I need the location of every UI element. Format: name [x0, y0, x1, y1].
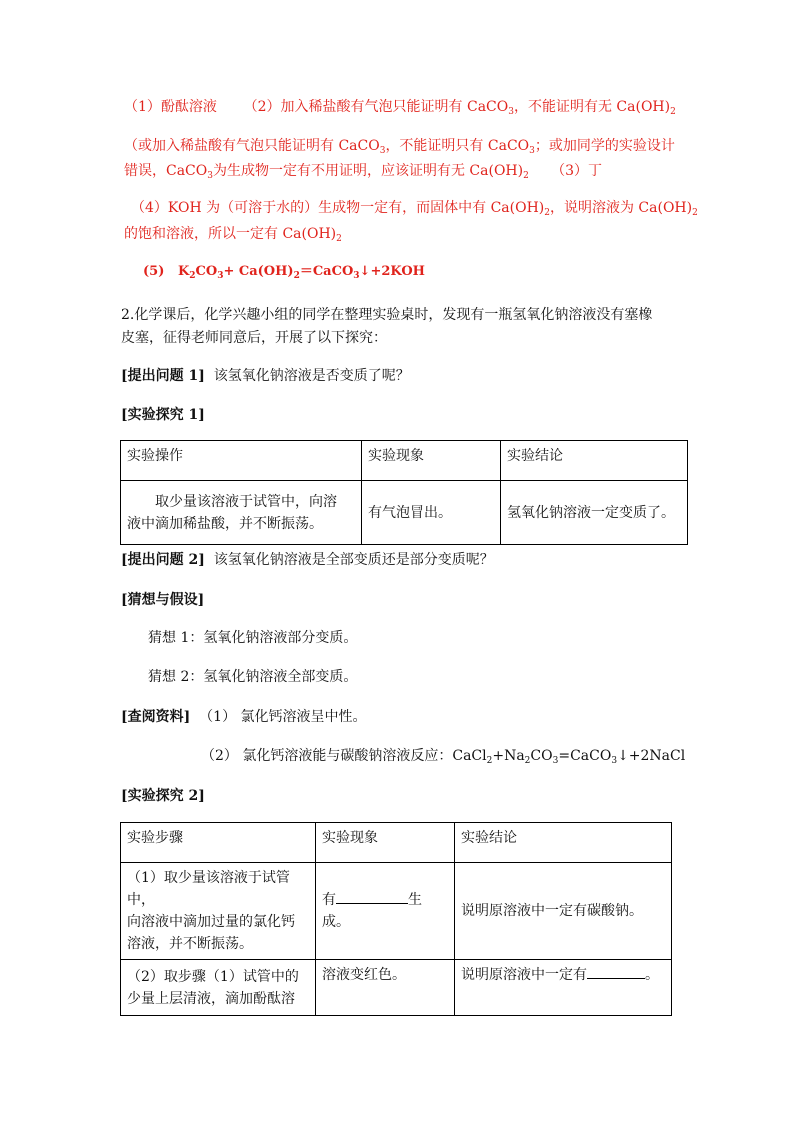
cell-text-line: 溶液，并不断振荡。 — [127, 936, 253, 952]
question-2-text: 该氢氧化钠溶液是全部变质还是部分变质呢？ — [213, 552, 494, 568]
table-cell — [455, 960, 672, 1016]
table-cell — [121, 960, 316, 1016]
answer-line-5 — [124, 224, 342, 244]
table-row — [121, 481, 688, 545]
answer-2-text: （2）加入稀盐酸有气泡只能证明有 CaCO — [243, 99, 509, 115]
table-header-cell: 实验操作 — [121, 441, 362, 481]
subscript: 3 — [552, 756, 559, 766]
equation-part: ＝CaCO — [299, 264, 354, 279]
subscript: 2 — [524, 756, 531, 766]
answer-alt-text: （或加入稀盐酸有气泡只能证明有 CaCO — [124, 138, 380, 154]
subscript: 3 — [207, 171, 213, 181]
answer-2-text-cont: ，不能证明有无 Ca(OH) — [513, 99, 671, 115]
cell-text-line: （1）取少量该溶液于试管中， — [127, 870, 290, 908]
answer-line-2 — [124, 136, 675, 156]
cell-text-line: （2）取步骤（1）试管中的 — [127, 968, 299, 985]
subscript: 3 — [379, 146, 386, 156]
question-intro-line-1: 2.化学课后，化学兴趣小组的同学在整理实验桌时，发现有一瓶氢氧化钠溶液没有塞橡 — [121, 307, 653, 323]
answer-1-text: （1）酚酞溶液 — [124, 99, 217, 115]
table-cell — [121, 481, 362, 545]
cell-text-line: 少量上层清液，滴加酚酞溶 — [127, 990, 295, 1007]
answer-alt-text-cont: 为生成物一定有不用证明，应该证明有无 Ca(OH) — [212, 163, 524, 179]
table-header-cell: 实验步骤 — [121, 823, 316, 863]
question-2-label: [提出问题 2] — [121, 552, 205, 568]
question-2-line — [121, 550, 494, 570]
table-header-cell: 实验现象 — [316, 823, 455, 863]
answer-line-6 — [143, 262, 425, 282]
reference-line-2 — [201, 746, 685, 766]
table-cell: 氢氧化钠溶液一定变质了。 — [501, 481, 688, 545]
table-cell — [316, 863, 455, 960]
subscript: 3 — [508, 107, 514, 117]
answer-line-3 — [124, 161, 602, 181]
table-row — [121, 960, 672, 1016]
guess-label: [猜想与假设] — [121, 592, 205, 608]
equation-part: K — [177, 264, 190, 279]
subscript: 3 — [217, 271, 224, 281]
cell-text: 说明原溶液中一定有 — [461, 967, 587, 983]
cell-text: 生成。 — [322, 892, 422, 930]
answer-4-text-cont: ，说明溶液为 Ca(OH) — [549, 200, 693, 216]
experiment-2-label: [实验探究 2] — [121, 788, 205, 804]
cell-text: 有 — [322, 892, 336, 908]
subscript: 2 — [293, 271, 300, 281]
answer-line-4 — [131, 198, 698, 218]
question-1-text: 该氢氧化钠溶液是否变质了呢？ — [213, 368, 410, 384]
reference-2-text: （2） 氯化钙溶液能与碳酸钠溶液反应：CaCl — [201, 748, 487, 764]
cell-text-line: 向溶液中滴加过量的氯化钙 — [127, 914, 295, 930]
subscript: 3 — [529, 146, 535, 156]
answer-alt-text-cont: ；或加同学的实验设计 — [534, 138, 675, 154]
subscript: 2 — [692, 208, 698, 218]
subscript: 3 — [353, 271, 360, 281]
reference-2-text: =CaCO — [558, 748, 612, 764]
answer-5-label: (5) — [143, 264, 165, 279]
reference-1-text: （1） 氯化钙溶液呈中性。 — [199, 709, 367, 725]
cell-text-line: 液中滴加稀盐酸，并不断振荡。 — [127, 515, 323, 532]
table-header-cell: 实验结论 — [501, 441, 688, 481]
answer-blank[interactable] — [336, 889, 408, 904]
equation-part: + Ca(OH) — [223, 264, 294, 279]
subscript: 2 — [189, 271, 196, 281]
reference-2-text: ↓+2NaCl — [617, 748, 686, 764]
subscript: 2 — [336, 234, 342, 244]
table-header-cell: 实验结论 — [455, 823, 672, 863]
experiment-2-table — [120, 822, 672, 1016]
table-row — [121, 863, 672, 960]
guess-2: 猜想 2：氢氧化钠溶液全部变质。 — [148, 669, 358, 685]
table-header-row — [121, 441, 688, 481]
subscript: 2 — [670, 107, 676, 117]
cell-text: 。 — [645, 967, 659, 983]
guess-1: 猜想 1：氢氧化钠溶液部分变质。 — [148, 630, 358, 646]
table-cell — [121, 863, 316, 960]
cell-text-line: 取少量该溶液于试管中，向溶 — [155, 493, 337, 510]
equation-part: ↓+2KOH — [359, 264, 425, 279]
experiment-1-table — [120, 440, 688, 545]
question-intro-line-2: 皮塞，征得老师同意后，开展了以下探究： — [121, 330, 387, 346]
reference-line-1 — [121, 707, 367, 727]
answer-alt-text-cont: ，不能证明只有 CaCO — [385, 138, 530, 154]
table-cell: 有气泡冒出。 — [362, 481, 501, 545]
question-1-line — [121, 366, 410, 386]
answer-blank[interactable] — [587, 964, 645, 979]
answer-alt-text-cont: 错误，CaCO — [124, 163, 208, 179]
table-cell: 说明原溶液中一定有碳酸钠。 — [455, 863, 672, 960]
table-cell: 溶液变红色。 — [316, 960, 455, 1016]
reference-2-text: CO — [530, 748, 553, 764]
subscript: 2 — [486, 756, 493, 766]
reference-label: [查阅资料] — [121, 709, 191, 725]
table-header-row — [121, 823, 672, 863]
table-header-cell: 实验现象 — [362, 441, 501, 481]
question-1-label: [提出问题 1] — [121, 368, 205, 384]
answer-4-text-cont: 的饱和溶液，所以一定有 Ca(OH) — [124, 226, 337, 242]
equation-part: CO — [195, 264, 218, 279]
subscript: 3 — [611, 756, 618, 766]
subscript: 2 — [523, 171, 529, 181]
answer-line-1 — [124, 97, 676, 117]
reference-2-text: +Na — [492, 748, 525, 764]
subscript: 2 — [544, 208, 550, 218]
experiment-1-label: [实验探究 1] — [121, 407, 205, 423]
answer-4-text: （4）KOH 为（可溶于水的）生成物一定有，而固体中有 Ca(OH) — [131, 200, 545, 216]
answer-3-text: （3）丁 — [551, 163, 603, 179]
